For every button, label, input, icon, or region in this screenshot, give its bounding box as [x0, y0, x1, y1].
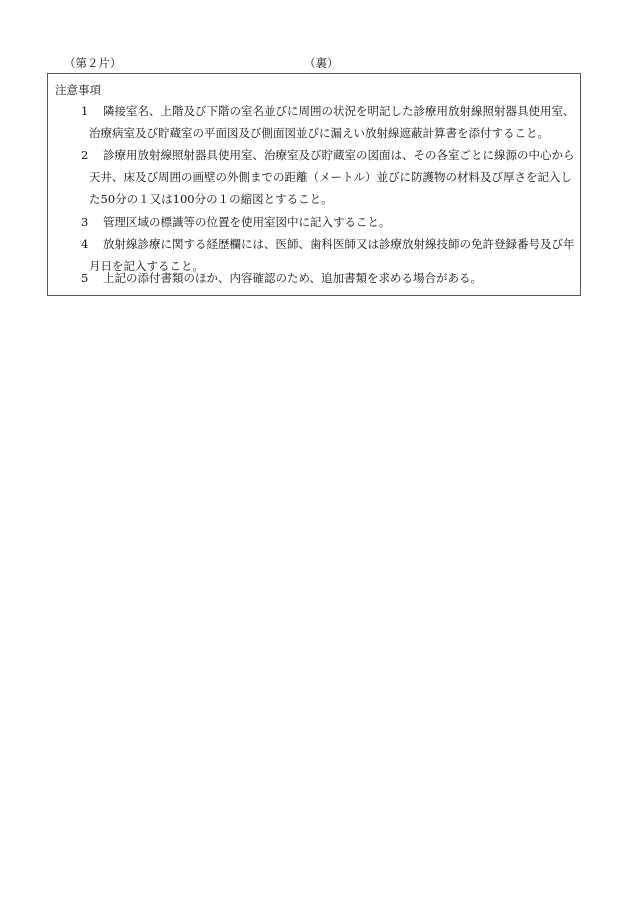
side-label: （裏）: [304, 56, 339, 70]
note-number: 2: [81, 148, 89, 162]
note-text: 放射線診療に関する経歴欄には、医師、歯科医師又は診療放射線技師の免許登録番号及び年月日を記入すること。: [89, 237, 575, 273]
note-number: 4: [81, 237, 89, 251]
sheet-label: （第２片）: [64, 56, 122, 70]
notes-box: [47, 73, 581, 296]
notes-title: 注意事項: [55, 83, 101, 97]
note-text: 隣接室名、上階及び下階の室名並びに周囲の状況を明記した診療用放射線照射器具使用室、治療病室及び貯蔵室の平面図及び側面図並びに漏えい放射線遮蔽計算書を添付すること。: [89, 104, 575, 140]
note-number: 5: [81, 271, 89, 285]
note-number: 1: [81, 104, 89, 118]
note-text: 管理区域の標識等の位置を使用室図中に記入すること。: [103, 215, 391, 229]
note-number: 3: [81, 215, 89, 229]
note-text: 診療用放射線照射器具使用室、治療室及び貯蔵室の図面は、その各室ごとに線源の中心から天井、床及び周囲の画壁の外側までの距離（メートル）並びに防護物の材料及び厚さを記入した50分の１又は100分の１の縮図とすること。: [89, 148, 575, 206]
note-text: 上記の添付書類のほか、内容確認のため、追加書類を求める場合がある。: [103, 271, 483, 285]
